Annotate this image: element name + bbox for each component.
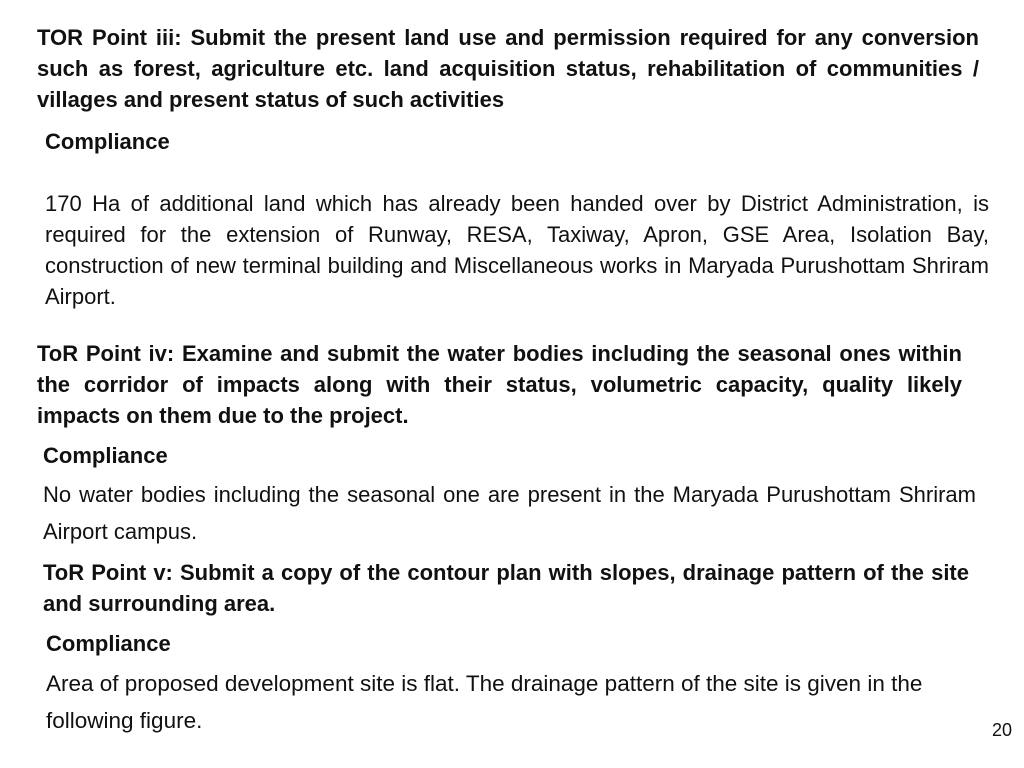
compliance-heading-iv: Compliance <box>43 443 168 468</box>
compliance-heading-v: Compliance <box>46 631 171 656</box>
compliance-heading-iii: Compliance <box>45 129 170 154</box>
page-number: 20 <box>992 720 1013 740</box>
compliance-text-v: Area of proposed development site is flat. The drainage pattern of the site is given in the following figure. <box>46 671 923 733</box>
tor-point-iv-title: ToR Point iv: Examine and submit the water bodies including the seasonal ones within the corridor of impacts along with their status, volumetric capacity, quality likely impacts on them due to the project. <box>37 341 962 428</box>
tor-point-v-title: ToR Point v: Submit a copy of the contour plan with slopes, drainage pattern of the site and surrounding area. <box>43 560 969 616</box>
compliance-text-iv: No water bodies including the seasonal one are present in the Maryada Purushottam Shriram Airport campus. <box>43 482 976 544</box>
tor-point-iii-title: TOR Point iii: Submit the present land use and permission required for any conversion such as forest, agriculture etc. land acquisition status, rehabilitation of communities / villages and present status of such activities <box>37 25 979 112</box>
compliance-text-iii: 170 Ha of additional land which has already been handed over by District Administration, is required for the extension of Runway, RESA, Taxiway, Apron, GSE Area, Isolation Bay, construction of new terminal building and Miscellaneous works in Maryada Purushottam Shriram Airport. <box>45 191 989 309</box>
